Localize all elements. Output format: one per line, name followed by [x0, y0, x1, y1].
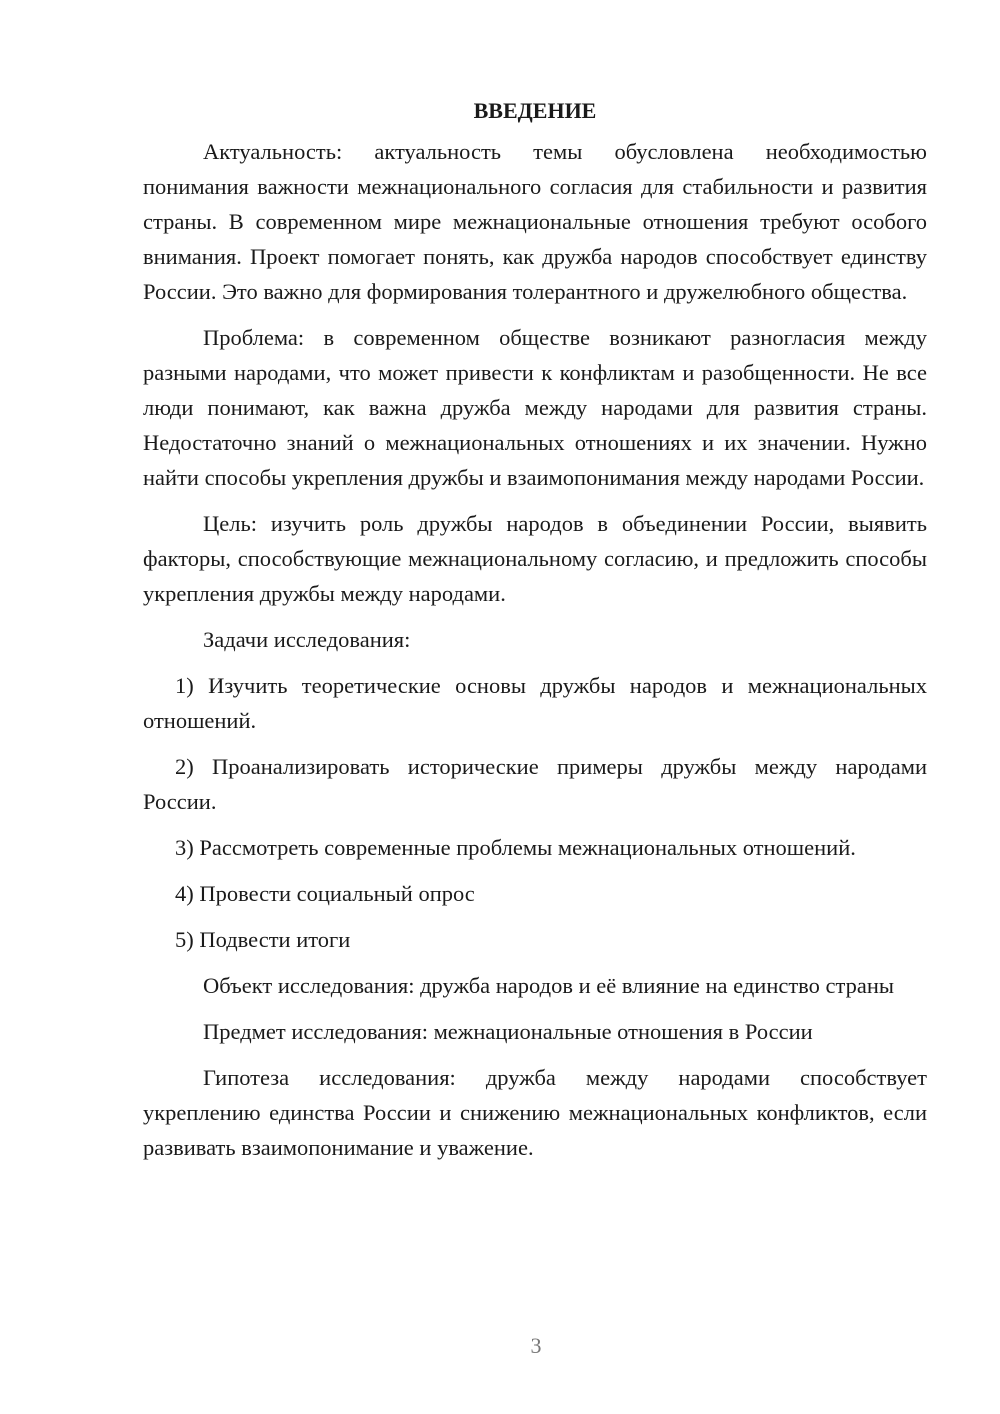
paragraph-subject: Предмет исследования: межнациональные отношения в России	[203, 1019, 813, 1044]
paragraph-hypothesis: Гипотеза исследования: дружба между народами способствует укреплению единства России и снижению межнациональных конфликтов, если развивать взаимопонимание и уважение.	[143, 1065, 927, 1160]
paragraph-relevance: Актуальность: актуальность темы обусловлена необходимостью понимания важности межнационального согласия для стабильности и развития страны. В современном мире межнациональные отношения требуют особого внимания. Проект помогает понять, как дружба народов способствует единству России. Это важно для формирования толерантного и дружелюбного общества.	[143, 139, 927, 304]
task-item-5: 5) Подвести итоги	[175, 927, 351, 952]
task-item-4: 4) Провести социальный опрос	[175, 881, 475, 906]
page-number: 3	[530, 1333, 542, 1358]
tasks-list	[143, 668, 927, 957]
task-item-3: 3) Рассмотреть современные проблемы межнациональных отношений.	[175, 835, 856, 860]
paragraph-problem: Проблема: в современном обществе возникают разногласия между разными народами, что может привести к конфликтам и разобщенности. Не все люди понимают, как важна дружба между народами для развития страны. Недостаточно знаний о межнациональных отношениях и их значении. Нужно найти способы укрепления дружбы и взаимопонимания между народами России.	[143, 325, 927, 490]
section-title: ВВЕДЕНИЕ	[473, 98, 597, 123]
task-item-2: 2) Проанализировать исторические примеры дружбы между народами России.	[143, 754, 927, 814]
document-page	[143, 96, 927, 1176]
task-item-1: 1) Изучить теоретические основы дружбы народов и межнациональных отношений.	[143, 673, 927, 733]
paragraph-object: Объект исследования: дружба народов и её влияние на единство страны	[203, 973, 895, 998]
tasks-heading: Задачи исследования:	[203, 627, 411, 652]
paragraph-goal: Цель: изучить роль дружбы народов в объединении России, выявить факторы, способствующие межнациональному согласию, и предложить способы укрепления дружбы между народами.	[143, 511, 927, 606]
